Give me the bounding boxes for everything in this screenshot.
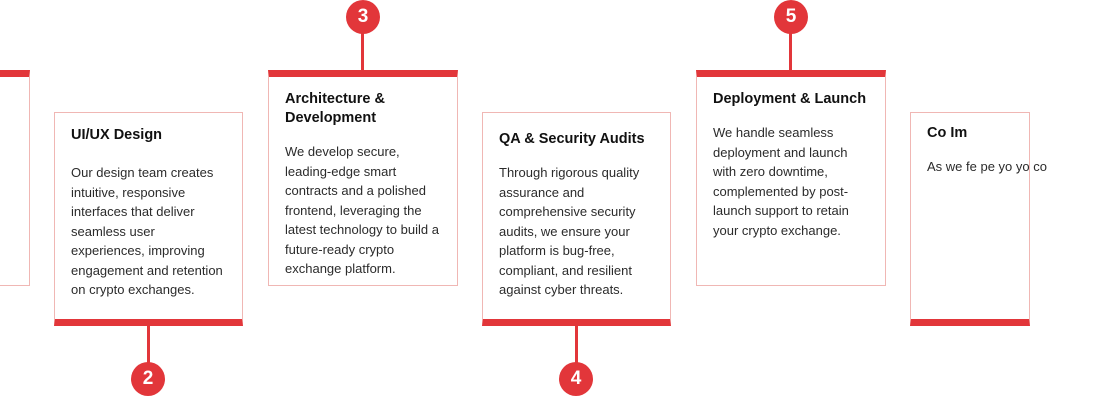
step-connector-2: [147, 326, 150, 366]
step-title: QA & Security Audits: [499, 131, 645, 147]
step-number-badge-5: 5: [774, 0, 808, 34]
step-title: [0, 77, 13, 110]
step-description: Our design team creates intuitive, responsive interfaces that deliver seamless user experiences, improving engagement and retention on crypto exchanges.: [71, 165, 223, 297]
step-card-5: [696, 70, 886, 286]
step-connector-5: [789, 32, 792, 70]
step-card-3: [268, 70, 458, 286]
step-description: [0, 110, 13, 150]
step-title: Co Im: [927, 125, 968, 141]
step-description: We handle seamless deployment and launch with zero downtime, complemented by post-launch support to retain your crypto exchange.: [713, 125, 849, 238]
step-card-6: [910, 112, 1047, 326]
step-card-4: [482, 112, 671, 326]
step-description: Through rigorous quality assurance and comprehensive security audits, we ensure your platform is bug-free, compliant, and resilient against cyber threats.: [499, 165, 640, 297]
step-number-badge-4: 4: [559, 362, 593, 396]
step-title: Deployment & Launch: [713, 91, 867, 107]
step-description: As we fe pe yo yo co: [927, 159, 1047, 174]
step-card-1: [0, 70, 30, 286]
step-connector-4: [575, 326, 578, 366]
step-connector-3: [361, 32, 364, 70]
step-number-badge-3: 3: [346, 0, 380, 34]
step-title: UI/UX Design: [71, 127, 163, 143]
step-card-2: [54, 112, 243, 326]
step-number-badge-2: 2: [131, 362, 165, 396]
step-description: We develop secure, leading-edge smart contracts and a polished frontend, leveraging the latest technology to build a future-ready crypto exchange platform.: [285, 144, 439, 276]
step-title: Architecture & Development: [285, 91, 385, 126]
